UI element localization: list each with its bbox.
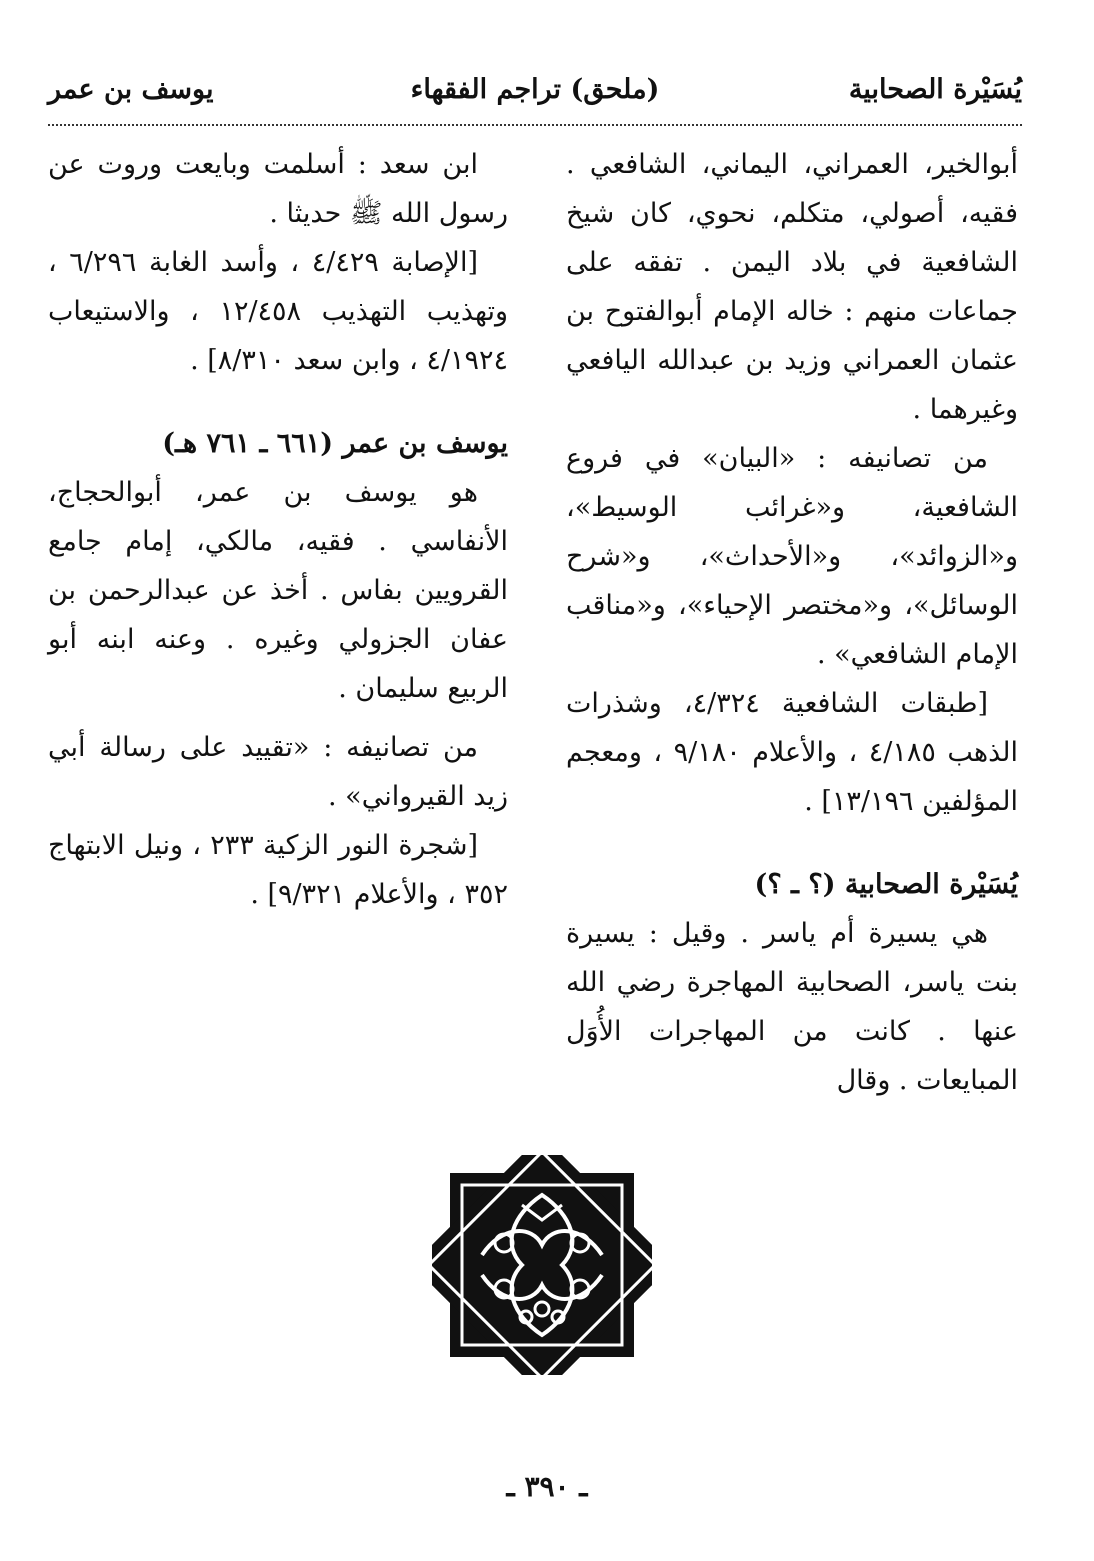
header-dotted-divider (48, 124, 1022, 126)
right-column (566, 140, 1018, 1105)
citation-paragraph: [الإصابة ٤/٤٢٩ ، وأسد الغابة ٦/٢٩٦ ، وتهذيب التهذيب ١٢/٤٥٨ ، والاستيعاب ٤/١٩٢٤ ، وابن سعد ٨/٣١٠] . (48, 247, 508, 376)
paragraph: ابن سعد : أسلمت وبايعت وروت عن رسول الله ﷺ حديثا . (48, 149, 508, 229)
paragraph: من تصانيفه : «تقييد على رسالة أبي زيد القيرواني» . (48, 732, 508, 812)
header-book-title: (ملحق) تراجم الفقهاء (410, 74, 660, 105)
paragraph: هو يوسف بن عمر، أبوالحجاج، الأنفاسي . فقيه، مالكي، إمام جامع القرويين بفاس . أخذ عن عبدالرحمن بن عفان الجزولي وغيره . وعنه ابنه أبو الربيع سليمان . (48, 477, 508, 704)
running-header (48, 74, 1022, 114)
citation-paragraph: [طبقات الشافعية ٤/٣٢٤، وشذرات الذهب ٤/١٨٥ ، والأعلام ٩/١٨٠ ، ومعجم المؤلفين ١٣/١٩٦] . (566, 688, 1019, 817)
paragraph: أبوالخير، العمراني، اليماني، الشافعي . فقيه، أصولي، متكلم، نحوي، كان شيخ الشافعية في بلاد اليمن . تفقه على جماعات منهم : خاله الإمام أبوالفتوح بن عثمان العمراني وزيد بن عبدالله اليافعي وغيرهما . (566, 149, 1018, 425)
header-entry-first: يُسَيْرة الصحابية (848, 74, 1022, 105)
header-entry-last: يوسف بن عمر (48, 74, 214, 105)
paragraph: من تصانيفه : «البيان» في فروع الشافعية، و«غرائب الوسيط»، و«الزوائد»، و«الأحداث»، و«شرح الوسائل»، و«مختصر الإحياء»، و«مناقب الإمام الشافعي» . (566, 443, 1018, 670)
left-column (48, 140, 508, 919)
entry-title: يوسف بن عمر (٦٦١ ـ ٧٦١ هـ) (162, 428, 508, 459)
entry-title: يُسَيْرة الصحابية (؟ ـ ؟) (754, 869, 1018, 900)
page-number: ـ ٣٩٠ ـ (506, 1470, 588, 1503)
star-arabesque-ornament-icon (432, 1155, 652, 1375)
paragraph: هي يسيرة أم ياسر . وقيل : يسيرة بنت ياسر، الصحابية المهاجرة رضي الله عنها . كانت من المهاجرات الأُوَل المبايعات . وقال (566, 918, 1018, 1096)
citation-paragraph: [شجرة النور الزكية ٢٣٣ ، ونيل الابتهاج ٣٥٢ ، والأعلام ٩/٣٢١] . (48, 830, 508, 910)
